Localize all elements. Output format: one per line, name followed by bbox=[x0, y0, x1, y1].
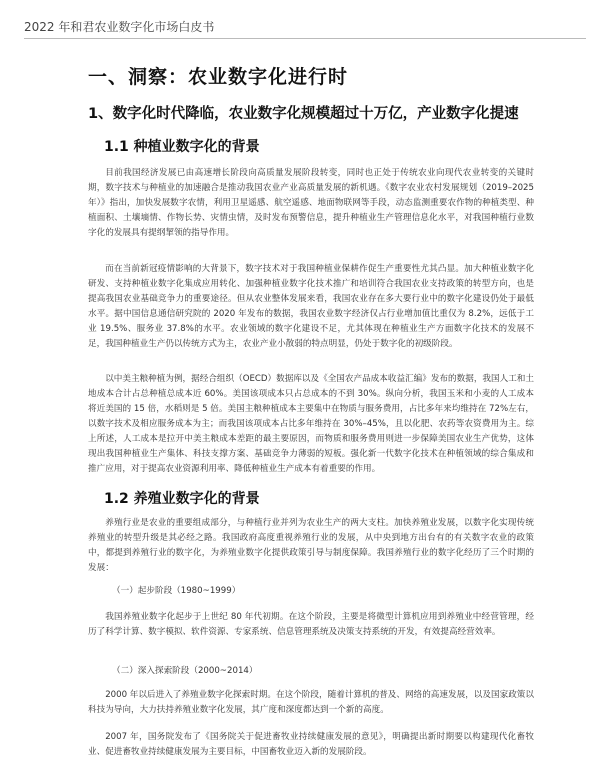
phase-label: （二）深入探索阶段（2000~2014） bbox=[112, 666, 258, 676]
page-header bbox=[0, 0, 610, 44]
paragraph: 2007 年，国务院发布了《国务院关于促进畜牧业持续健康发展的意见》，明确提出新时期要以构建现代化畜牧业、促进畜牧业持续健康发展为主要目标，中国畜牧业迈入新的发展阶段。 bbox=[88, 732, 534, 757]
section-title: 1、数字化时代降临，农业数字化规模超过十万亿，产业数字化提速 bbox=[88, 106, 519, 122]
paragraph: 目前我国经济发展已由高速增长阶段向高质量发展阶段转变，同时也正处于传统农业向现代农业转变的关键时期，数字技术与种植业的加速融合是推动我国农业产业高质量发展的新机遇。《数字农业农村发展规划（2019–2025年）》指出，加快发展数字农情，利用卫星遥感、航空遥感、地面物联网等手段，动态监测重要农作物的种植类型、种植面积、土壤墒情、作物长势、灾情虫情，及时发布预警信息，提升种植业生产管理信息化水平，对我国种植行业数字化的发展具有提纲挈领的指导作用。 bbox=[88, 168, 534, 238]
paragraph: 养殖行业是农业的重要组成部分，与种植行业并列为农业生产的两大支柱。加快养殖业发展，以数字化实现传统养殖业的转型升级是其必经之路。我国政府高度重视养殖行业的发展，从中央到地方出台有的有关数字农业的政策中，都提到养殖行业的数字化，为养殖业数字化提供政策引导与制度保障。我国养殖行业的数字化经历了三个时期的发展： bbox=[88, 518, 534, 573]
header-title: 2022 年和君农业数字化市场白皮书 bbox=[24, 20, 215, 34]
subsection-title-breeding: 1.2 养殖业数字化的背景 bbox=[104, 491, 260, 507]
paragraph: 而在当前新冠疫情影响的大背景下，数字技术对于我国种植业保耕作促生产重要性尤其凸显。加大种植业数字化研发、支持种植业数字化集成应用转化、加强种植业数字化技术推广和培训符合我国农业支持政策的转型方向，也是提高我国农业基础竞争力的重要途径。但从农业整体发展来看，我国农业存在多大要行业中的数字化建设仍处于最低水平。据中国信息通信研究院的 2020 年发布的数据，我国农业数字经济仅占行业增加值比重仅为 8.2%，远低于工业 19.5%、服务业 37.8%的水平。农业领域的数字化建设不足，尤其体现在种植业生产方面数字化技术的发展不足，我国种植业生产仍以传统方式为主，农业产业小散弱的特点明显，仍处于数字化的初级阶段。 bbox=[88, 264, 534, 349]
subsection-title-planting: 1.1 种植业数字化的背景 bbox=[104, 139, 260, 155]
chapter-title: 一、洞察：农业数字化进行时 bbox=[88, 66, 349, 88]
paragraph: 2000 年以后进入了养殖业数字化探索时期。在这个阶段，随着计算机的普及、网络的高速发展，以及国家政策以科技为导向，大力扶持养殖业数字化发展，其广度和深度都达到一个新的高度。 bbox=[88, 690, 534, 715]
phase-label: （一）起步阶段（1980~1999） bbox=[112, 586, 241, 596]
paragraph: 我国养殖业数字化起步于上世纪 80 年代初期。在这个阶段，主要是将微型计算机应用到养殖业中经营管理，经历了科学计算、数字模拟、软件资源、专家系统、信息管理系统及决策支持系统的开发，有效提高经营效率。 bbox=[88, 612, 534, 637]
header-divider bbox=[24, 38, 586, 39]
paragraph: 以中美主粮种植为例，据经合组织（OECD）数据库以及《全国农产品成本收益汇编》发布的数据，我国人工和土地成本合计占总种植总成本近 60%。美国该项成本只占总成本的不到 30%。纵向分析，我国玉米和小麦的人工成本将近美国的 15 倍，水稻则是 5 倍。美国主粮种植成本主要集中在物质与服务费用，占比多年来均维持在 72%左右，以数字技术及相应服务成本为主；而我国该项成本占比多年维持在 30%–45%，且以化肥、农药等农资费用为主。综上所述，人工成本是拉开中美主粮成本差距的最主要原因，而物质和服务费用则进一步保障美国农业生产优势，这体现出我国种植业生产集体、科技支撑方案、基础竞争力薄弱的短板。强化新一代数字化技术在种植领域的综合集成和推广应用，对于提高农业资源利用率、降低种植业生产成本有着重要的作用。 bbox=[88, 374, 534, 474]
